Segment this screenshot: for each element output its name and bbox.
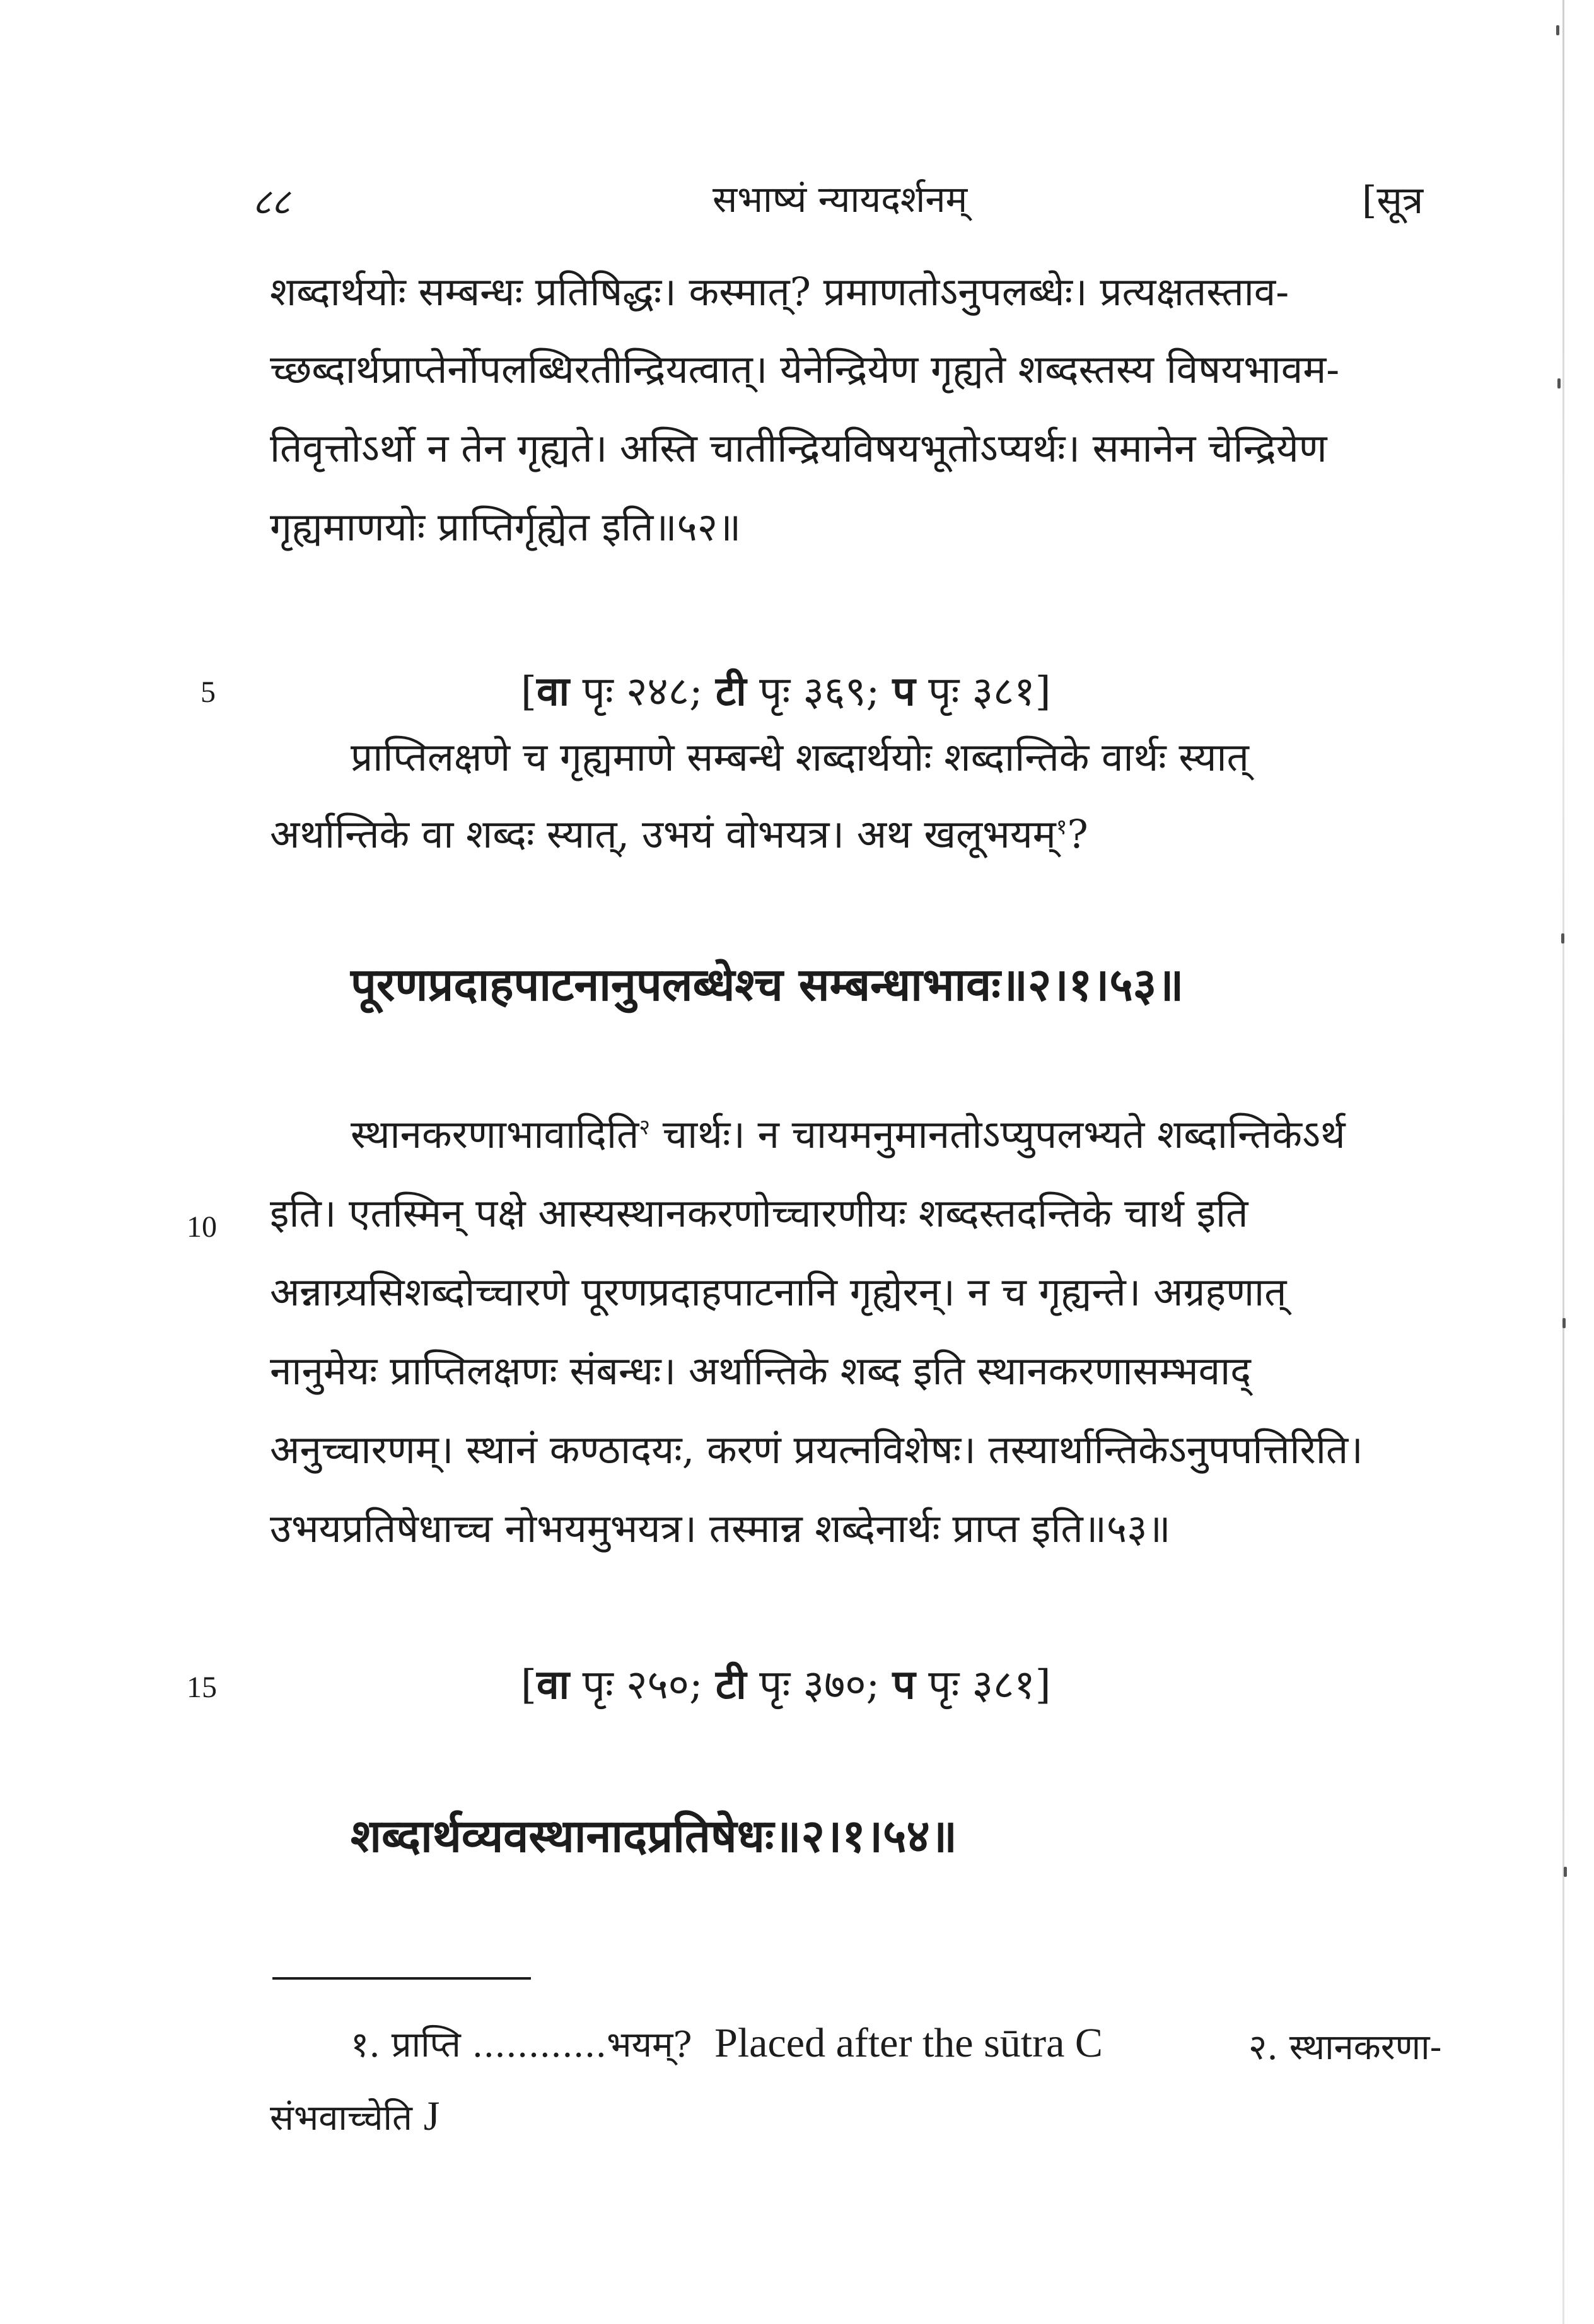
text-line: च्छब्दार्थप्राप्तेर्नोपलब्धिरतीन्द्रियत्वात्। येनेन्द्रियेण गृह्यते शब्दस्तस्य विषयभावम- bbox=[270, 346, 1340, 392]
ref-bracket: [ bbox=[521, 669, 537, 715]
ref-bracket: [ bbox=[521, 1662, 537, 1708]
ref-pa: प bbox=[892, 668, 916, 715]
line-number: 5 bbox=[201, 675, 216, 709]
section-marker: [सूत्र bbox=[1362, 178, 1424, 223]
footnote-text: Placed after the sūtra C bbox=[714, 2020, 1103, 2066]
footnote-1 bbox=[351, 2019, 1103, 2067]
text-line: अनुच्चारणम्। स्थानं कण्ठादयः, करणं प्रयत्नविशेषः। तस्यार्थान्तिकेऽनुपपत्तिरिति। bbox=[270, 1427, 1363, 1473]
footnote-marker: २ bbox=[639, 1114, 651, 1140]
text-run: ? bbox=[1067, 811, 1088, 857]
ref-pa-page: पृः ३८१] bbox=[915, 1662, 1051, 1708]
text-run: अर्थान्तिके वा शब्दः स्यात्, उभयं वोभयत्र। अथ खलूभयम् bbox=[270, 811, 1056, 857]
line-number: 15 bbox=[187, 1671, 217, 1704]
sutra-heading: शब्दार्थव्यवस्थानादप्रतिषेधः॥२।१।५४॥ bbox=[351, 1809, 957, 1862]
text-line bbox=[270, 811, 1088, 857]
ref-va-page: पृः २५०; bbox=[569, 1662, 716, 1708]
text-line: अन्नाग्र्यसिशब्दोच्चारणे पूरणप्रदाहपाटनानि गृह्येरन्। न च गृह्यन्ते। अग्रहणात् bbox=[270, 1269, 1287, 1315]
footnote-text: J bbox=[423, 2093, 440, 2139]
footnote-text: १. प्राप्ति ............भयम्? bbox=[351, 2024, 692, 2065]
scan-artifact bbox=[1556, 25, 1559, 35]
ref-va: वा bbox=[536, 1661, 570, 1708]
text-line: इति। एतस्मिन् पक्षे आस्यस्थानकरणोच्चारणीयः शब्दस्तदन्तिके चार्थ इति bbox=[270, 1190, 1248, 1236]
ref-pa-page: पृः ३८१] bbox=[915, 669, 1051, 715]
scan-artifact bbox=[1557, 378, 1561, 388]
footnote-2-continued bbox=[270, 2093, 439, 2140]
running-title: सभाष्यं न्यायदर्शनम् bbox=[713, 178, 968, 221]
text-line: शब्दार्थयोः सम्बन्धः प्रतिषिद्धः। कस्मात्? प्रमाणतोऽनुपलब्धेः। प्रत्यक्षतस्ताव- bbox=[270, 269, 1289, 315]
ref-ti: टी bbox=[715, 1661, 747, 1708]
line-number: 10 bbox=[187, 1210, 217, 1244]
text-line: तिवृत्तोऽर्थो न तेन गृह्यते। अस्ति चातीन्द्रियविषयभूतोऽप्यर्थः। समानेन चेन्द्रियेण bbox=[270, 425, 1327, 471]
footnote-rule bbox=[272, 1977, 531, 1980]
ref-pa: प bbox=[892, 1661, 916, 1708]
ref-ti-page: पृः ३७०; bbox=[746, 1662, 893, 1708]
text-line: नानुमेयः प्राप्तिलक्षणः संबन्धः। अर्थान्तिके शब्द इति स्थानकरणासम्भवाद् bbox=[270, 1348, 1252, 1394]
text-run: चार्थः। न चायमनुमानतोऽप्युपलभ्यते शब्दान्तिकेऽर्थ bbox=[650, 1111, 1346, 1157]
text-line: प्राप्तिलक्षणे च गृह्यमाणे सम्बन्धे शब्दार्थयोः शब्दान्तिके वार्थः स्यात् bbox=[351, 734, 1249, 780]
sutra-heading: पूरणप्रदाहपाटनानुपलब्धेश्च सम्बन्धाभावः॥२।१।५३॥ bbox=[351, 957, 1184, 1011]
text-line: उभयप्रतिषेधाच्च नोभयमुभयत्र। तस्मान्न शब्देनार्थः प्राप्त इति॥५३॥ bbox=[270, 1505, 1171, 1551]
ref-va: वा bbox=[536, 668, 570, 715]
footnote-2: २. स्थानकरणा- bbox=[1248, 2027, 1442, 2068]
text-line bbox=[351, 1111, 1346, 1157]
ref-va-page: पृः २४८; bbox=[569, 669, 716, 715]
commentary-reference bbox=[521, 1655, 1051, 1710]
commentary-reference bbox=[521, 662, 1051, 717]
text-line: गृह्यमाणयोः प्राप्तिर्गृह्येत इति॥५२॥ bbox=[270, 504, 742, 550]
scan-edge bbox=[1562, 0, 1564, 2324]
scan-artifact bbox=[1561, 933, 1564, 943]
scan-artifact bbox=[1562, 1318, 1566, 1328]
footnote-marker: १ bbox=[1056, 814, 1068, 840]
page-number: ८८ bbox=[252, 180, 291, 223]
scan-artifact bbox=[1564, 1867, 1567, 1877]
text-run: स्थानकरणाभावादिति bbox=[351, 1111, 639, 1157]
footnote-text: संभवाच्चेति bbox=[270, 2098, 412, 2139]
ref-ti: टी bbox=[715, 668, 747, 715]
ref-ti-page: पृः ३६९; bbox=[746, 669, 893, 715]
